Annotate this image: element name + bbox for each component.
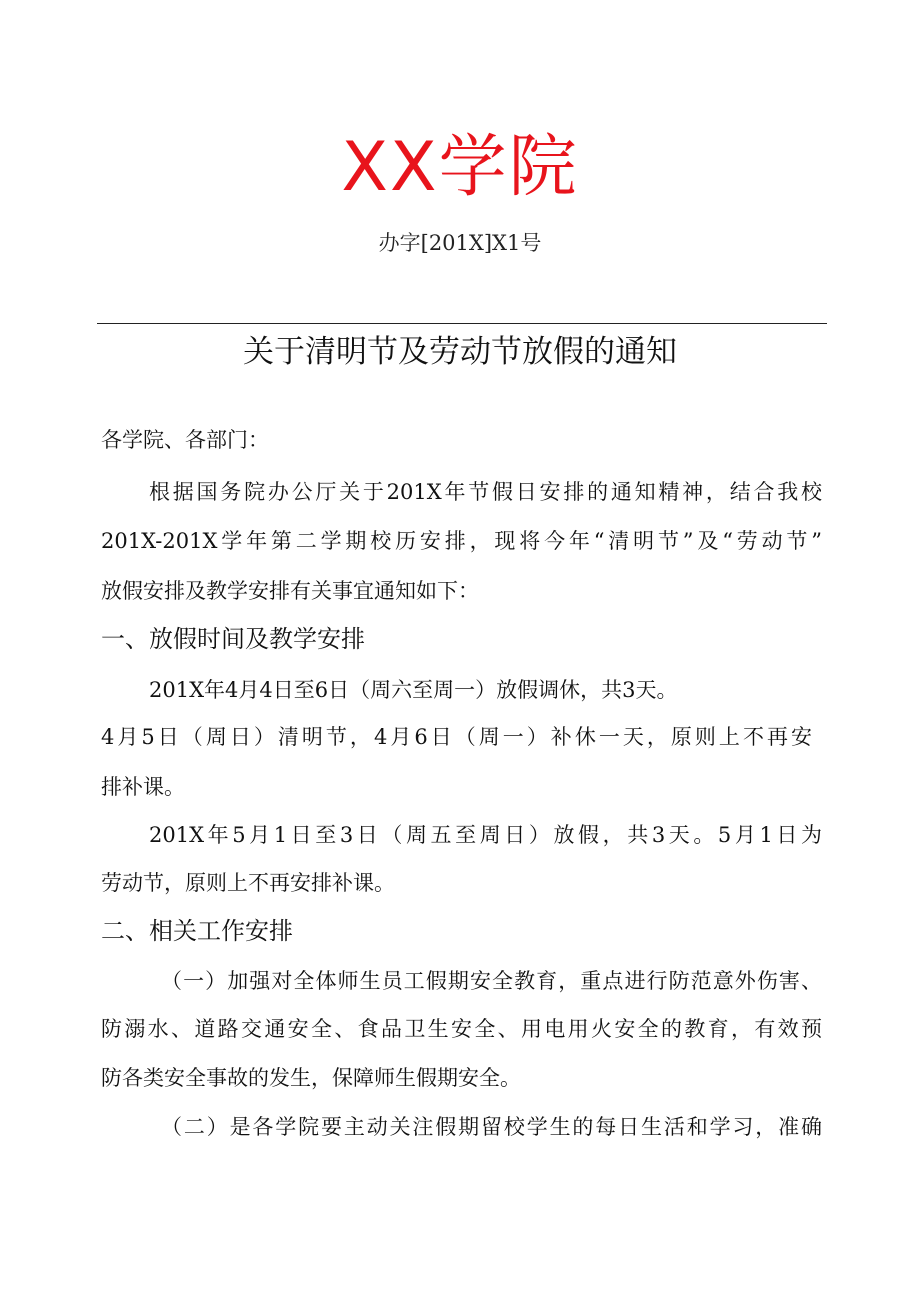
header-divider — [97, 323, 827, 324]
institution-title: XX学院 — [341, 128, 579, 207]
section-2-item-2-line-1: （二）是各学院要主动关注假期留校学生的每日生活和学习，准确 — [161, 1115, 822, 1139]
notice-title: 关于清明节及劳动节放假的通知 — [243, 334, 677, 370]
section-1-heading: 一、放假时间及教学安排 — [101, 625, 365, 653]
section-1-para-2-line-2: 排补课。 — [101, 775, 185, 799]
section-2-heading: 二、相关工作安排 — [101, 917, 293, 945]
section-2-item-1-line-3: 防各类安全事故的发生，保障师生假期安全。 — [101, 1066, 521, 1090]
salutation: 各学院、各部门： — [101, 428, 269, 452]
section-1-para-3-line-2: 劳动节，原则上不再安排补课。 — [101, 871, 395, 895]
intro-line-1: 根据国务院办公厅关于201X年节假日安排的通知精神，结合我校 — [149, 480, 822, 504]
intro-line-2: 201X-201X学年第二学期校历安排，现将今年“清明节”及“劳动节” — [101, 529, 822, 553]
document-number: 办字[201X]X1号 — [378, 231, 542, 255]
section-1-para-3-line-1: 201X年5月1日至3日（周五至周日）放假，共3天。5月1日为 — [149, 823, 822, 847]
section-2-item-1-line-1: （一）加强对全体师生员工假期安全教育，重点进行防范意外伤害、 — [161, 969, 822, 993]
section-1-para-2-line-1: 4月5日（周日）清明节，4月6日（周一）补休一天，原则上不再安 — [101, 725, 812, 749]
section-2-item-1-line-2: 防溺水、道路交通安全、食品卫生安全、用电用火安全的教育，有效预 — [101, 1017, 822, 1041]
section-1-para-1: 201X年4月4日至6日（周六至周一）放假调休，共3天。 — [149, 678, 678, 702]
intro-line-3: 放假安排及教学安排有关事宜通知如下： — [101, 579, 479, 603]
